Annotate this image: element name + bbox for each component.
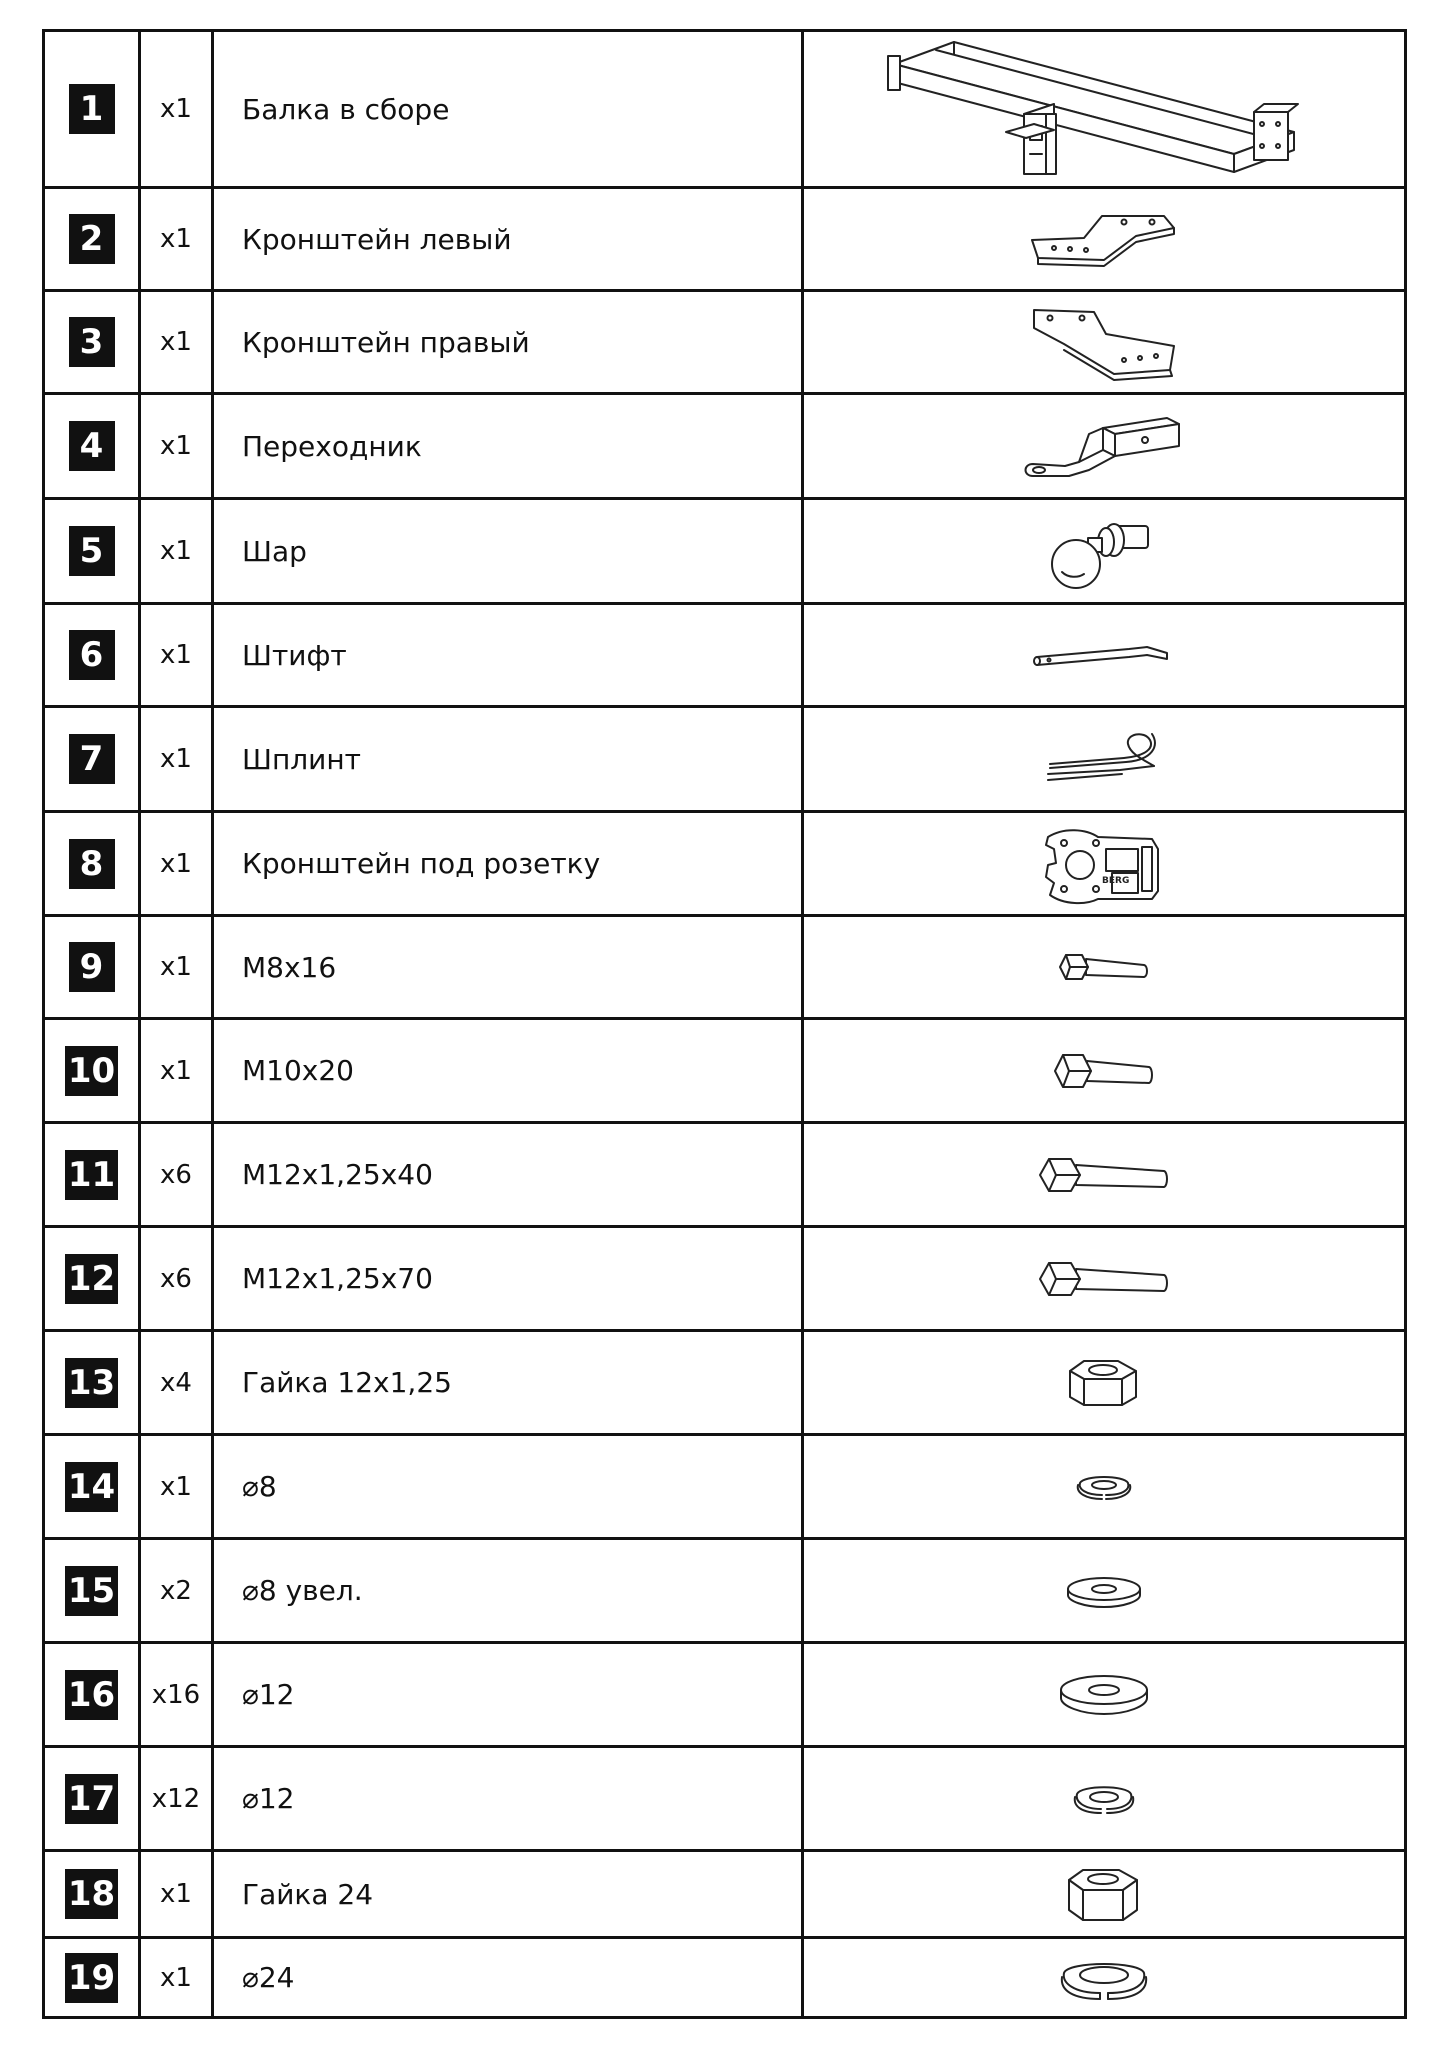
table-row	[45, 500, 1404, 605]
hitch-beam-icon	[874, 34, 1334, 184]
part-number: 14	[65, 1462, 118, 1512]
table-row	[45, 1852, 1404, 1939]
part-quantity: x1	[141, 500, 214, 602]
part-quantity: x16	[141, 1644, 214, 1745]
part-quantity: x12	[141, 1748, 214, 1849]
part-quantity: x6	[141, 1124, 214, 1225]
spring-washer-icon	[1058, 1949, 1150, 2007]
spring-washer-icon	[1071, 1777, 1137, 1821]
bolt-icon	[1049, 1041, 1159, 1101]
cotter-pin-icon	[1034, 724, 1174, 794]
part-quantity: x1	[141, 1020, 214, 1121]
table-row	[45, 395, 1404, 500]
part-name: Кронштейн под розетку	[214, 813, 804, 914]
table-row	[45, 708, 1404, 813]
table-row	[45, 813, 1404, 917]
part-name: Кронштейн правый	[214, 292, 804, 392]
part-name: ⌀8	[214, 1436, 804, 1537]
part-number: 11	[65, 1150, 118, 1200]
part-number: 4	[69, 421, 115, 471]
table-row	[45, 1748, 1404, 1852]
flat-washer-icon	[1064, 1571, 1144, 1611]
part-quantity: x1	[141, 292, 214, 392]
part-number: 16	[65, 1670, 118, 1720]
hex-nut-icon	[1064, 1353, 1144, 1413]
part-name: M10x20	[214, 1020, 804, 1121]
bolt-icon	[1034, 1249, 1174, 1309]
spring-washer-icon	[1074, 1467, 1134, 1507]
part-name: Шар	[214, 500, 804, 602]
part-name: Балка в сборе	[214, 32, 804, 186]
table-row	[45, 1020, 1404, 1124]
table-row	[45, 1124, 1404, 1228]
part-number: 13	[65, 1358, 118, 1408]
adapter-icon	[1019, 404, 1189, 489]
part-number: 2	[69, 214, 115, 264]
part-number: 8	[69, 839, 115, 889]
part-number: 12	[65, 1254, 118, 1304]
part-quantity: x1	[141, 32, 214, 186]
table-row	[45, 605, 1404, 708]
part-name: Шплинт	[214, 708, 804, 810]
part-name: M12x1,25x70	[214, 1228, 804, 1329]
table-row	[45, 917, 1404, 1020]
part-number: 19	[65, 1953, 118, 2003]
part-number: 15	[65, 1566, 118, 1616]
table-row	[45, 32, 1404, 189]
right-bracket-icon	[1024, 300, 1184, 385]
bolt-icon	[1054, 943, 1154, 991]
part-name: M12x1,25x40	[214, 1124, 804, 1225]
flat-washer-icon	[1057, 1670, 1151, 1720]
table-row	[45, 1644, 1404, 1748]
table-row	[45, 1228, 1404, 1332]
part-number: 7	[69, 734, 115, 784]
part-number: 10	[65, 1046, 118, 1096]
table-row	[45, 1939, 1404, 2016]
part-name: ⌀8 увел.	[214, 1540, 804, 1641]
table-row	[45, 1332, 1404, 1436]
part-quantity: x1	[141, 605, 214, 705]
part-quantity: x1	[141, 708, 214, 810]
table-row	[45, 189, 1404, 292]
socket-bracket-icon	[1034, 819, 1174, 909]
table-row	[45, 1540, 1404, 1644]
part-number: 1	[69, 84, 115, 134]
part-quantity: x1	[141, 189, 214, 289]
bolt-icon	[1034, 1145, 1174, 1205]
part-number: 18	[65, 1869, 118, 1919]
socket-bracket-brand: BERG	[1102, 875, 1130, 886]
part-quantity: x6	[141, 1228, 214, 1329]
part-name: M8x16	[214, 917, 804, 1017]
part-quantity: x1	[141, 395, 214, 497]
tow-ball-icon	[1034, 506, 1174, 596]
table-row	[45, 292, 1404, 395]
part-number: 17	[65, 1774, 118, 1824]
part-quantity: x1	[141, 1852, 214, 1936]
part-name: ⌀12	[214, 1644, 804, 1745]
part-name: Гайка 12x1,25	[214, 1332, 804, 1433]
part-name: ⌀12	[214, 1748, 804, 1849]
hex-nut-icon	[1063, 1862, 1145, 1926]
part-quantity: x1	[141, 1939, 214, 2016]
part-name: Гайка 24	[214, 1852, 804, 1936]
left-bracket-icon	[1024, 202, 1184, 277]
part-quantity: x1	[141, 917, 214, 1017]
parts-table	[42, 29, 1407, 2019]
part-number: 6	[69, 630, 115, 680]
part-number: 3	[69, 317, 115, 367]
pin-icon	[1029, 635, 1179, 675]
part-number: 5	[69, 526, 115, 576]
part-name: Штифт	[214, 605, 804, 705]
part-quantity: x1	[141, 813, 214, 914]
part-name: ⌀24	[214, 1939, 804, 2016]
part-quantity: x1	[141, 1436, 214, 1537]
part-number: 9	[69, 942, 115, 992]
part-name: Переходник	[214, 395, 804, 497]
part-quantity: x2	[141, 1540, 214, 1641]
part-name: Кронштейн левый	[214, 189, 804, 289]
table-row	[45, 1436, 1404, 1540]
part-quantity: x4	[141, 1332, 214, 1433]
